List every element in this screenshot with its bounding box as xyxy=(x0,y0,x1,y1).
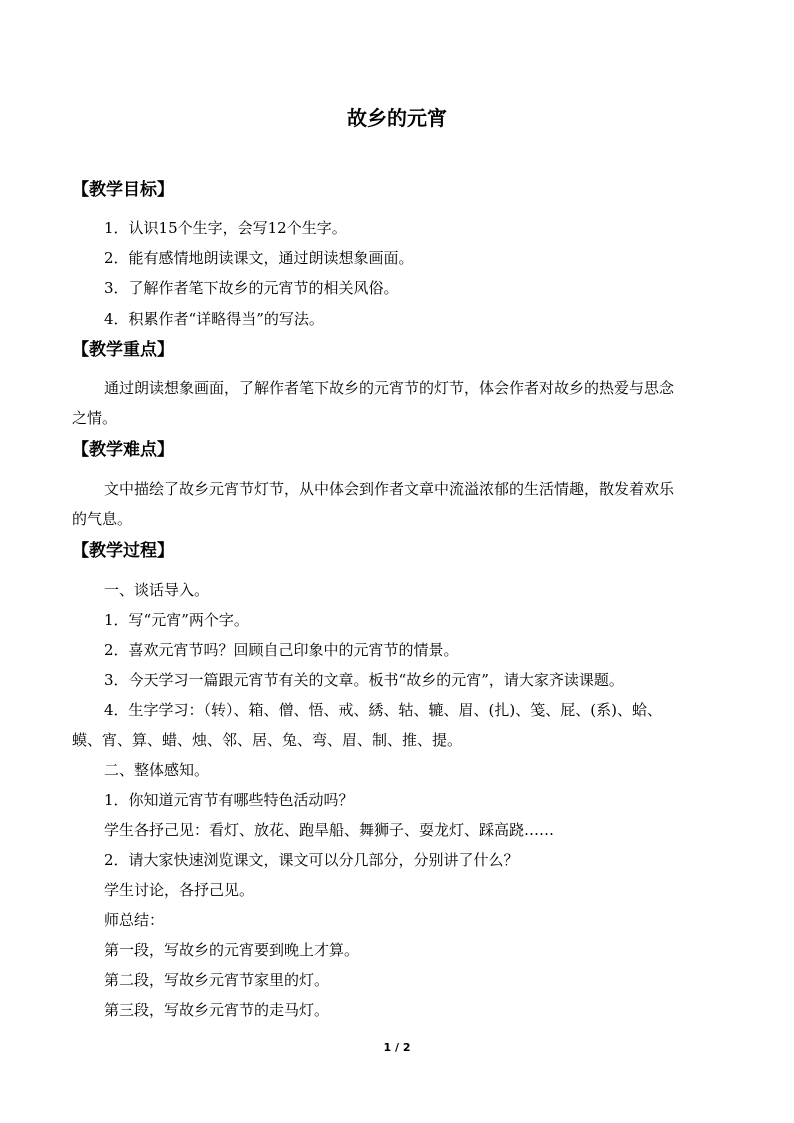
objective-item: 3．了解作者笔下故乡的元宵节的相关风俗。 xyxy=(104,279,399,297)
process-line: 二、整体感知。 xyxy=(104,761,210,779)
objective-item: 1．认识15个生字，会写12个生字。 xyxy=(104,219,347,237)
process-line: 3．今天学习一篇跟元宵节有关的文章。板书“故乡的元宵”，请大家齐读课题。 xyxy=(104,671,624,689)
process-line: 蟆、宵、算、蜡、烛、邻、居、兔、弯、眉、制、推、提。 xyxy=(72,731,463,749)
key-points-text: 通过朗读想象画面，了解作者笔下故乡的元宵节的灯节，体会作者对故乡的热爱与思念 xyxy=(104,379,675,397)
process-line: 第二段，写故乡元宵节家里的灯。 xyxy=(104,971,330,989)
process-line: 4．生字学习：（转）、箱、僧、悟、戒、綉、轱、辘、眉、(扎)、笺、屁、(系)、蛤、 xyxy=(104,701,662,719)
page-number: 1 / 2 xyxy=(383,1041,411,1054)
process-line: 学生讨论，各抒己见。 xyxy=(104,881,255,899)
process-line: 1．你知道元宵节有哪些特色活动吗？ xyxy=(104,791,354,809)
process-line: 2．请大家快速浏览课文，课文可以分几部分，分别讲了什么？ xyxy=(104,851,519,869)
heading-objectives: 【教学目标】 xyxy=(72,180,174,200)
objective-item: 2．能有感情地朗读课文，通过朗读想象画面。 xyxy=(104,249,414,267)
process-line: 一、谈话导入。 xyxy=(104,581,210,599)
difficulties-text: 的气息。 xyxy=(72,510,133,528)
heading-process: 【教学过程】 xyxy=(72,541,174,561)
process-line: 1．写“元宵”两个字。 xyxy=(104,611,249,629)
process-line: 师总结： xyxy=(104,911,165,929)
process-line: 2．喜欢元宵节吗？回顾自己印象中的元宵节的情景。 xyxy=(104,641,459,659)
key-points-text: 之情。 xyxy=(72,409,118,427)
process-line: 学生各抒己见：看灯、放花、跑旱船、舞狮子、耍龙灯、踩高跷…… xyxy=(104,821,555,839)
heading-difficulties: 【教学难点】 xyxy=(72,440,174,460)
process-line: 第一段，写故乡的元宵要到晚上才算。 xyxy=(104,941,360,959)
heading-key-points: 【教学重点】 xyxy=(72,340,174,360)
objective-item: 4．积累作者“详略得当”的写法。 xyxy=(104,310,324,328)
process-line: 第三段，写故乡元宵节的走马灯。 xyxy=(104,1001,330,1019)
document-title: 故乡的元宵 xyxy=(347,106,447,130)
difficulties-text: 文中描绘了故乡元宵节灯节，从中体会到作者文章中流溢浓郁的生活情趣，散发着欢乐 xyxy=(104,480,675,498)
